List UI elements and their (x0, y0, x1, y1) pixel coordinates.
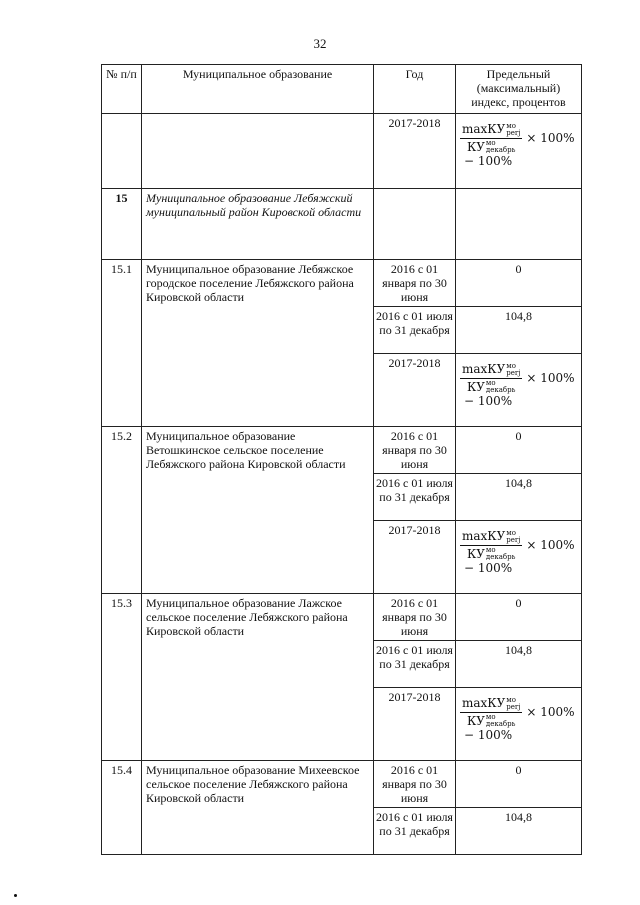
formula-tail: − 100% (464, 728, 513, 742)
index-formula (460, 362, 575, 394)
formula-denominator: КУ мо декабрь (466, 546, 516, 561)
table-row-section (102, 189, 582, 260)
cell-year: 2017-2018 (374, 688, 456, 761)
formula-multiplier: × 100% (526, 131, 575, 145)
section-name: Муниципальное образование Лебяжский муниципальный район Кировской области (142, 189, 374, 260)
formula-denominator: КУ мо декабрь (466, 139, 516, 154)
cell-year: 2017-2018 (374, 354, 456, 427)
cell-year: 2016 с 01 июля по 31 декабря (374, 808, 456, 855)
formula-numerator: maxКУ мо perj (462, 121, 521, 137)
cell-name: Муниципальное образование Лажское сельское поселение Лебяжского района Кировской области (142, 594, 374, 761)
cell-year: 2016 с 01 июля по 31 декабря (374, 474, 456, 521)
cell-name: Муниципальное образование Михеевское сельское поселение Лебяжского района Кировской области (142, 761, 374, 855)
formula-numerator: maxКУ мо perj (462, 528, 521, 544)
index-formula (460, 696, 575, 728)
formula-denominator: КУ мо декабрь (466, 379, 516, 394)
section-no: 15 (102, 189, 142, 260)
cell-name: Муниципальное образование Ветошкинское сельское поселение Лебяжского района Кировской области (142, 427, 374, 594)
formula-multiplier: × 100% (526, 371, 575, 385)
cell-no: 15.4 (102, 761, 142, 855)
formula-tail: − 100% (464, 154, 513, 168)
index-formula (460, 122, 575, 154)
formula-multiplier: × 100% (526, 538, 575, 552)
cell-formula (456, 114, 582, 189)
table-header-row (102, 65, 582, 114)
cell-year: 2016 с 01 января по 30 июня (374, 761, 456, 808)
index-table (101, 64, 582, 855)
cell-index (456, 189, 582, 260)
cell-index: 0 (456, 427, 582, 474)
cell-index: 0 (456, 594, 582, 641)
table-row (102, 761, 582, 808)
cell-formula (456, 521, 582, 594)
table-row (102, 594, 582, 641)
index-formula (460, 529, 575, 561)
header-year: Год (374, 65, 456, 114)
table-row-continuation (102, 114, 582, 189)
formula-denominator: КУ мо декабрь (466, 713, 516, 728)
scan-mark (14, 894, 17, 897)
cell-year: 2016 с 01 января по 30 июня (374, 260, 456, 307)
cell-name (142, 114, 374, 189)
formula-fraction (460, 122, 522, 154)
cell-formula (456, 354, 582, 427)
table-row (102, 260, 582, 307)
cell-index: 0 (456, 260, 582, 307)
formula-fraction (460, 362, 522, 394)
cell-index: 104,8 (456, 307, 582, 354)
cell-year: 2017-2018 (374, 521, 456, 594)
cell-no: 15.3 (102, 594, 142, 761)
cell-index: 104,8 (456, 808, 582, 855)
cell-year: 2017-2018 (374, 114, 456, 189)
header-name: Муниципальное образование (142, 65, 374, 114)
formula-tail: − 100% (464, 394, 513, 408)
cell-name: Муниципальное образование Лебяжское городское поселение Лебяжского района Кировской области (142, 260, 374, 427)
header-no: № п/п (102, 65, 142, 114)
cell-no (102, 114, 142, 189)
formula-numerator: maxКУ мо perj (462, 361, 521, 377)
cell-formula (456, 688, 582, 761)
cell-no: 15.2 (102, 427, 142, 594)
cell-year: 2016 с 01 января по 30 июня (374, 427, 456, 474)
cell-year: 2016 с 01 июля по 31 декабря (374, 307, 456, 354)
cell-year: 2016 с 01 января по 30 июня (374, 594, 456, 641)
cell-year: 2016 с 01 июля по 31 декабря (374, 641, 456, 688)
page-number: 32 (313, 36, 327, 51)
table-row (102, 427, 582, 474)
table-body (102, 114, 582, 855)
cell-index: 104,8 (456, 641, 582, 688)
formula-multiplier: × 100% (526, 705, 575, 719)
formula-fraction (460, 529, 522, 561)
cell-no: 15.1 (102, 260, 142, 427)
formula-tail: − 100% (464, 561, 513, 575)
cell-index: 0 (456, 761, 582, 808)
cell-index: 104,8 (456, 474, 582, 521)
formula-numerator: maxКУ мо perj (462, 695, 521, 711)
formula-fraction (460, 696, 522, 728)
cell-year (374, 189, 456, 260)
header-index: Предельный (максимальный) индекс, процентов (456, 65, 582, 114)
